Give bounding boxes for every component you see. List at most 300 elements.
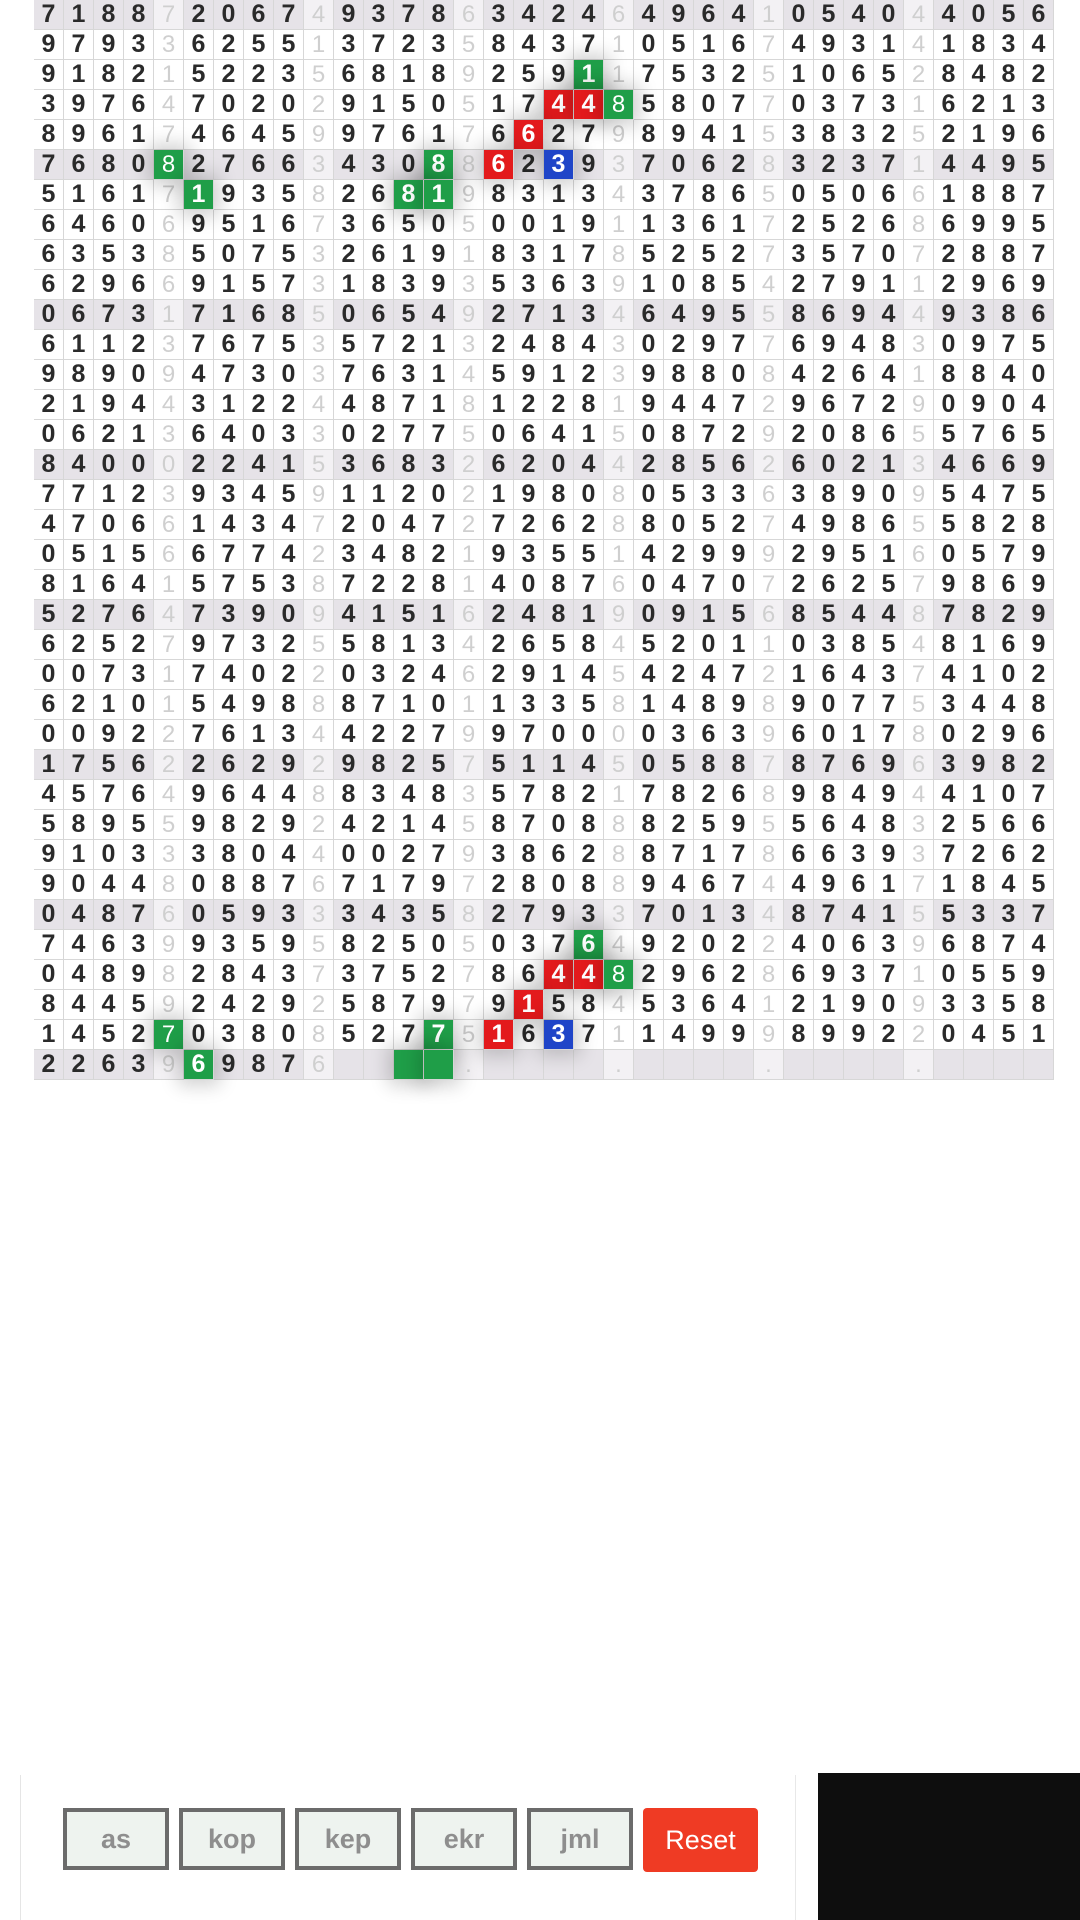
- grid-separator-cell: 4: [904, 780, 934, 810]
- grid-digit-cell: 4: [514, 30, 544, 60]
- grid-digit-cell: 2: [664, 330, 694, 360]
- grid-digit-cell: 0: [664, 150, 694, 180]
- grid-separator-cell: 5: [754, 180, 784, 210]
- grid-digit-cell: 7: [364, 960, 394, 990]
- grid-digit-cell: 0: [34, 900, 64, 930]
- grid-digit-cell: 3: [424, 30, 454, 60]
- grid-digit-cell: 2: [724, 240, 754, 270]
- grid-digit-cell: 5: [544, 630, 574, 660]
- grid-digit-cell: 8: [1024, 990, 1054, 1020]
- grid-digit-cell: 9: [94, 30, 124, 60]
- grid-row: [34, 660, 1054, 690]
- grid-digit-cell: 0: [634, 750, 664, 780]
- grid-digit-cell: 5: [874, 570, 904, 600]
- grid-separator-cell: 2: [754, 390, 784, 420]
- grid-digit-cell: 5: [964, 960, 994, 990]
- grid-digit-cell: 4: [874, 360, 904, 390]
- grid-digit-cell: 9: [724, 810, 754, 840]
- grid-digit-cell: 5: [694, 450, 724, 480]
- grid-digit-cell: 4: [994, 870, 1024, 900]
- grid-digit-cell: 5: [1024, 420, 1054, 450]
- grid-separator-cell: 8: [454, 150, 484, 180]
- grid-digit-cell: 5: [934, 510, 964, 540]
- grid-digit-cell: 8: [814, 120, 844, 150]
- grid-digit-cell: 7: [514, 780, 544, 810]
- grid-digit-cell: 9: [994, 210, 1024, 240]
- grid-digit-cell: 2: [64, 1050, 94, 1080]
- grid-digit-cell: 5: [514, 60, 544, 90]
- grid-digit-cell: 8: [964, 600, 994, 630]
- grid-digit-cell: 8: [124, 0, 154, 30]
- grid-digit-cell: 0: [964, 0, 994, 30]
- grid-digit-cell: [694, 1050, 724, 1080]
- grid-digit-cell: 6: [814, 810, 844, 840]
- grid-digit-cell: 0: [994, 660, 1024, 690]
- grid-digit-cell: 0: [64, 660, 94, 690]
- grid-separator-cell: 8: [754, 960, 784, 990]
- grid-digit-cell: 0: [784, 630, 814, 660]
- grid-digit-cell: 3: [244, 630, 274, 660]
- grid-separator-cell: 3: [154, 420, 184, 450]
- grid-digit-cell: 3: [574, 270, 604, 300]
- grid-row: [34, 1050, 1054, 1080]
- grid-digit-cell: 3: [274, 900, 304, 930]
- grid-digit-cell: [1024, 1050, 1054, 1080]
- grid-digit-cell: 5: [664, 480, 694, 510]
- grid-digit-cell: 8: [94, 960, 124, 990]
- grid-digit-cell: 1: [394, 690, 424, 720]
- grid-digit-cell: 7: [844, 90, 874, 120]
- grid-digit-cell: 8: [424, 0, 454, 30]
- grid-digit-cell: 3: [274, 420, 304, 450]
- kep-button[interactable]: kep: [295, 1808, 401, 1870]
- grid-digit-cell: 5: [94, 1020, 124, 1050]
- grid-digit-cell: 1: [634, 210, 664, 240]
- grid-digit-cell: 7: [664, 180, 694, 210]
- grid-digit-cell: 8: [964, 930, 994, 960]
- as-button[interactable]: as: [63, 1808, 169, 1870]
- grid-digit-cell: 0: [214, 90, 244, 120]
- grid-separator-cell: 3: [454, 270, 484, 300]
- grid-digit-cell: 5: [634, 240, 664, 270]
- grid-digit-cell: 5: [844, 540, 874, 570]
- grid-digit-cell: 7: [574, 1020, 604, 1050]
- grid-separator-cell: 2: [304, 90, 334, 120]
- grid-separator-cell: 1: [604, 390, 634, 420]
- grid-separator-cell: 8: [304, 690, 334, 720]
- grid-digit-cell: 7: [724, 390, 754, 420]
- grid-row: [34, 570, 1054, 600]
- grid-digit-cell: 1: [334, 480, 364, 510]
- grid-digit-cell: 0: [214, 240, 244, 270]
- grid-separator-cell: 9: [454, 60, 484, 90]
- kop-button[interactable]: kop: [179, 1808, 285, 1870]
- grid-digit-cell: 7: [364, 30, 394, 60]
- grid-separator-cell: 6: [154, 540, 184, 570]
- grid-digit-cell: 3: [124, 300, 154, 330]
- grid-digit-cell: 9: [694, 540, 724, 570]
- grid-row: [34, 90, 1054, 120]
- grid-digit-cell: 8: [964, 510, 994, 540]
- grid-digit-cell: 3: [424, 450, 454, 480]
- grid-digit-cell: 9: [784, 780, 814, 810]
- grid-digit-cell: 3: [124, 660, 154, 690]
- grid-digit-cell: 9: [874, 750, 904, 780]
- grid-digit-cell: 7: [244, 240, 274, 270]
- grid-digit-cell: 8: [484, 810, 514, 840]
- grid-digit-cell: 6: [724, 30, 754, 60]
- grid-separator-cell: 4: [604, 930, 634, 960]
- grid-separator-cell: 4: [604, 300, 634, 330]
- grid-digit-cell: 2: [724, 150, 754, 180]
- grid-separator-cell: 3: [154, 480, 184, 510]
- grid-digit-cell: 6: [814, 840, 844, 870]
- grid-separator-cell: 5: [754, 300, 784, 330]
- grid-separator-cell: 5: [304, 300, 334, 330]
- grid-digit-cell: 0: [124, 690, 154, 720]
- grid-digit-cell: 2: [934, 810, 964, 840]
- grid-digit-cell: 1: [484, 690, 514, 720]
- grid-digit-cell: 2: [964, 720, 994, 750]
- grid-digit-cell: 4: [394, 510, 424, 540]
- grid-digit-cell: 3: [64, 240, 94, 270]
- grid-digit-cell: 3: [214, 600, 244, 630]
- grid-digit-cell: 6: [484, 450, 514, 480]
- grid-row: [34, 780, 1054, 810]
- grid-separator-cell: 9: [754, 540, 784, 570]
- grid-digit-cell: 3: [934, 750, 964, 780]
- grid-digit-cell: 9: [514, 480, 544, 510]
- grid-digit-cell: 1: [514, 990, 544, 1020]
- grid-separator-cell: 5: [454, 90, 484, 120]
- grid-separator-cell: 8: [454, 900, 484, 930]
- grid-digit-cell: 2: [214, 30, 244, 60]
- grid-digit-cell: 1: [844, 720, 874, 750]
- grid-separator-cell: 3: [154, 30, 184, 60]
- grid-digit-cell: 6: [694, 150, 724, 180]
- grid-digit-cell: 1: [724, 210, 754, 240]
- grid-digit-cell: 5: [334, 330, 364, 360]
- grid-separator-cell: 5: [454, 810, 484, 840]
- grid-digit-cell: 2: [514, 510, 544, 540]
- grid-row: [34, 630, 1054, 660]
- grid-digit-cell: 8: [994, 240, 1024, 270]
- grid-separator-cell: 5: [454, 930, 484, 960]
- grid-digit-cell: 6: [334, 60, 364, 90]
- grid-digit-cell: 2: [394, 840, 424, 870]
- grid-digit-cell: 6: [1024, 0, 1054, 30]
- grid-digit-cell: 1: [64, 390, 94, 420]
- grid-digit-cell: 0: [574, 720, 604, 750]
- ekr-button[interactable]: ekr: [411, 1808, 517, 1870]
- grid-digit-cell: 8: [364, 390, 394, 420]
- grid-digit-cell: 5: [484, 750, 514, 780]
- grid-digit-cell: 7: [364, 120, 394, 150]
- grid-digit-cell: 5: [394, 600, 424, 630]
- grid-separator-cell: 9: [304, 120, 334, 150]
- grid-digit-cell: 2: [124, 720, 154, 750]
- grid-digit-cell: 7: [424, 510, 454, 540]
- grid-digit-cell: 5: [334, 630, 364, 660]
- grid-separator-cell: 4: [604, 990, 634, 1020]
- grid-digit-cell: 8: [94, 150, 124, 180]
- grid-digit-cell: 4: [574, 450, 604, 480]
- grid-digit-cell: 0: [124, 210, 154, 240]
- grid-digit-cell: 8: [544, 330, 574, 360]
- grid-digit-cell: 2: [1024, 840, 1054, 870]
- grid-separator-cell: 7: [754, 570, 784, 600]
- grid-digit-cell: 4: [874, 300, 904, 330]
- grid-digit-cell: 6: [634, 300, 664, 330]
- grid-separator-cell: 8: [754, 840, 784, 870]
- grid-digit-cell: 4: [934, 450, 964, 480]
- grid-digit-cell: 3: [934, 690, 964, 720]
- grid-separator-cell: 4: [754, 870, 784, 900]
- grid-digit-cell: 3: [394, 360, 424, 390]
- grid-digit-cell: 4: [574, 0, 604, 30]
- grid-separator-cell: 4: [304, 390, 334, 420]
- grid-digit-cell: 8: [364, 60, 394, 90]
- grid-digit-cell: 7: [574, 120, 604, 150]
- grid-separator-cell: 9: [454, 840, 484, 870]
- grid-digit-cell: 6: [484, 120, 514, 150]
- grid-digit-cell: 4: [334, 150, 364, 180]
- grid-digit-cell: 6: [94, 570, 124, 600]
- grid-digit-cell: 9: [34, 60, 64, 90]
- grid-digit-cell: 6: [724, 780, 754, 810]
- grid-separator-cell: 9: [304, 480, 334, 510]
- grid-digit-cell: 4: [274, 510, 304, 540]
- grid-digit-cell: 8: [784, 300, 814, 330]
- grid-separator-cell: 8: [904, 600, 934, 630]
- grid-digit-cell: 2: [964, 90, 994, 120]
- grid-digit-cell: 8: [244, 870, 274, 900]
- grid-digit-cell: 0: [124, 360, 154, 390]
- grid-digit-cell: 4: [574, 660, 604, 690]
- grid-digit-cell: 1: [364, 90, 394, 120]
- grid-digit-cell: 6: [874, 180, 904, 210]
- grid-separator-cell: 8: [604, 840, 634, 870]
- grid-separator-cell: 7: [754, 510, 784, 540]
- grid-digit-cell: 4: [94, 870, 124, 900]
- grid-row: [34, 690, 1054, 720]
- grid-digit-cell: 9: [184, 780, 214, 810]
- number-grid: [34, 0, 1054, 1080]
- grid-digit-cell: 7: [64, 750, 94, 780]
- grid-digit-cell: 2: [364, 720, 394, 750]
- grid-digit-cell: 2: [844, 450, 874, 480]
- grid-digit-cell: 5: [574, 690, 604, 720]
- grid-digit-cell: 8: [574, 810, 604, 840]
- grid-digit-cell: 4: [244, 960, 274, 990]
- grid-digit-cell: 3: [844, 150, 874, 180]
- grid-digit-cell: 9: [814, 330, 844, 360]
- grid-digit-cell: 0: [844, 180, 874, 210]
- grid-digit-cell: 7: [274, 870, 304, 900]
- grid-digit-cell: 7: [394, 420, 424, 450]
- grid-digit-cell: 9: [964, 750, 994, 780]
- grid-digit-cell: [394, 1050, 424, 1080]
- grid-digit-cell: 7: [844, 240, 874, 270]
- grid-separator-cell: 7: [154, 120, 184, 150]
- grid-digit-cell: 0: [634, 420, 664, 450]
- grid-digit-cell: 8: [574, 870, 604, 900]
- grid-digit-cell: 9: [334, 750, 364, 780]
- grid-digit-cell: 0: [634, 570, 664, 600]
- grid-digit-cell: 6: [94, 1050, 124, 1080]
- grid-digit-cell: 2: [694, 780, 724, 810]
- grid-digit-cell: 2: [664, 660, 694, 690]
- grid-digit-cell: 3: [634, 180, 664, 210]
- grid-separator-cell: 2: [754, 450, 784, 480]
- grid-digit-cell: 6: [784, 840, 814, 870]
- grid-digit-cell: 9: [274, 990, 304, 1020]
- grid-digit-cell: 9: [244, 690, 274, 720]
- grid-separator-cell: 9: [904, 390, 934, 420]
- grid-separator-cell: 9: [154, 1050, 184, 1080]
- grid-digit-cell: 2: [184, 750, 214, 780]
- grid-digit-cell: 1: [214, 270, 244, 300]
- grid-digit-cell: 9: [184, 930, 214, 960]
- grid-digit-cell: 5: [184, 240, 214, 270]
- grid-digit-cell: 8: [874, 810, 904, 840]
- grid-digit-cell: 9: [94, 270, 124, 300]
- grid-digit-cell: 8: [544, 780, 574, 810]
- grid-digit-cell: 8: [694, 360, 724, 390]
- grid-digit-cell: 9: [274, 750, 304, 780]
- grid-digit-cell: 2: [994, 600, 1024, 630]
- grid-digit-cell: 0: [544, 810, 574, 840]
- grid-digit-cell: 0: [484, 930, 514, 960]
- grid-digit-cell: 0: [484, 210, 514, 240]
- grid-digit-cell: 2: [724, 420, 754, 450]
- grid-digit-cell: 7: [574, 30, 604, 60]
- grid-digit-cell: 3: [1024, 90, 1054, 120]
- grid-digit-cell: 7: [514, 90, 544, 120]
- grid-digit-cell: 4: [964, 690, 994, 720]
- grid-digit-cell: 5: [784, 810, 814, 840]
- grid-digit-cell: 8: [994, 750, 1024, 780]
- grid-digit-cell: 7: [394, 1020, 424, 1050]
- grid-digit-cell: 0: [334, 300, 364, 330]
- grid-separator-cell: 2: [454, 480, 484, 510]
- grid-digit-cell: 1: [424, 180, 454, 210]
- grid-digit-cell: 2: [244, 90, 274, 120]
- grid-digit-cell: 4: [784, 30, 814, 60]
- grid-digit-cell: 2: [64, 690, 94, 720]
- grid-digit-cell: 8: [484, 30, 514, 60]
- grid-digit-cell: 3: [664, 720, 694, 750]
- grid-digit-cell: 9: [964, 330, 994, 360]
- grid-separator-cell: 3: [604, 150, 634, 180]
- grid-digit-cell: 4: [694, 120, 724, 150]
- grid-digit-cell: 6: [94, 180, 124, 210]
- grid-digit-cell: 0: [424, 690, 454, 720]
- grid-digit-cell: 5: [814, 180, 844, 210]
- grid-digit-cell: 4: [334, 600, 364, 630]
- grid-separator-cell: 1: [154, 690, 184, 720]
- grid-digit-cell: 7: [694, 570, 724, 600]
- grid-digit-cell: 0: [94, 450, 124, 480]
- grid-separator-cell: 5: [454, 420, 484, 450]
- grid-digit-cell: 0: [334, 660, 364, 690]
- grid-digit-cell: 0: [424, 210, 454, 240]
- grid-digit-cell: 6: [214, 120, 244, 150]
- grid-digit-cell: 0: [94, 510, 124, 540]
- grid-digit-cell: 3: [514, 540, 544, 570]
- grid-digit-cell: 0: [334, 420, 364, 450]
- grid-digit-cell: 4: [994, 360, 1024, 390]
- grid-digit-cell: 0: [724, 360, 754, 390]
- grid-digit-cell: 6: [184, 30, 214, 60]
- grid-digit-cell: 6: [34, 270, 64, 300]
- grid-separator-cell: 8: [604, 240, 634, 270]
- grid-digit-cell: 8: [634, 810, 664, 840]
- grid-digit-cell: 8: [94, 60, 124, 90]
- grid-digit-cell: 4: [784, 510, 814, 540]
- grid-separator-cell: 3: [304, 150, 334, 180]
- grid-digit-cell: 3: [724, 480, 754, 510]
- grid-digit-cell: 4: [484, 570, 514, 600]
- grid-digit-cell: 0: [34, 720, 64, 750]
- grid-digit-cell: 7: [844, 690, 874, 720]
- grid-separator-cell: 8: [604, 960, 634, 990]
- grid-digit-cell: 4: [1024, 930, 1054, 960]
- grid-digit-cell: 0: [934, 720, 964, 750]
- grid-digit-cell: 1: [34, 750, 64, 780]
- grid-digit-cell: 7: [184, 300, 214, 330]
- grid-digit-cell: 3: [394, 270, 424, 300]
- grid-digit-cell: 9: [784, 690, 814, 720]
- grid-separator-cell: 8: [454, 390, 484, 420]
- grid-separator-cell: 1: [604, 210, 634, 240]
- grid-digit-cell: 2: [64, 270, 94, 300]
- grid-digit-cell: 1: [874, 450, 904, 480]
- grid-digit-cell: 1: [964, 780, 994, 810]
- grid-separator-cell: 7: [454, 960, 484, 990]
- grid-digit-cell: 3: [274, 570, 304, 600]
- grid-digit-cell: 5: [124, 810, 154, 840]
- jml-button[interactable]: jml: [527, 1808, 633, 1870]
- grid-digit-cell: 7: [514, 900, 544, 930]
- grid-digit-cell: 1: [874, 870, 904, 900]
- reset-button[interactable]: Reset: [643, 1808, 758, 1872]
- grid-digit-cell: 6: [214, 780, 244, 810]
- black-panel: [818, 1773, 1080, 1920]
- grid-digit-cell: 3: [844, 840, 874, 870]
- grid-digit-cell: 2: [484, 660, 514, 690]
- grid-digit-cell: 2: [724, 510, 754, 540]
- grid-digit-cell: 2: [544, 390, 574, 420]
- grid-digit-cell: 9: [1024, 540, 1054, 570]
- grid-separator-cell: 6: [154, 210, 184, 240]
- grid-separator-cell: 3: [904, 810, 934, 840]
- grid-digit-cell: 9: [514, 360, 544, 390]
- grid-digit-cell: 0: [34, 540, 64, 570]
- grid-digit-cell: 5: [184, 570, 214, 600]
- grid-digit-cell: 8: [364, 630, 394, 660]
- grid-digit-cell: 0: [424, 90, 454, 120]
- grid-digit-cell: 5: [124, 540, 154, 570]
- grid-digit-cell: 8: [424, 150, 454, 180]
- grid-digit-cell: 2: [934, 240, 964, 270]
- grid-digit-cell: 4: [574, 960, 604, 990]
- grid-digit-cell: 3: [514, 690, 544, 720]
- grid-digit-cell: 3: [814, 630, 844, 660]
- grid-digit-cell: 3: [694, 480, 724, 510]
- grid-separator-cell: 8: [904, 210, 934, 240]
- grid-digit-cell: 8: [874, 330, 904, 360]
